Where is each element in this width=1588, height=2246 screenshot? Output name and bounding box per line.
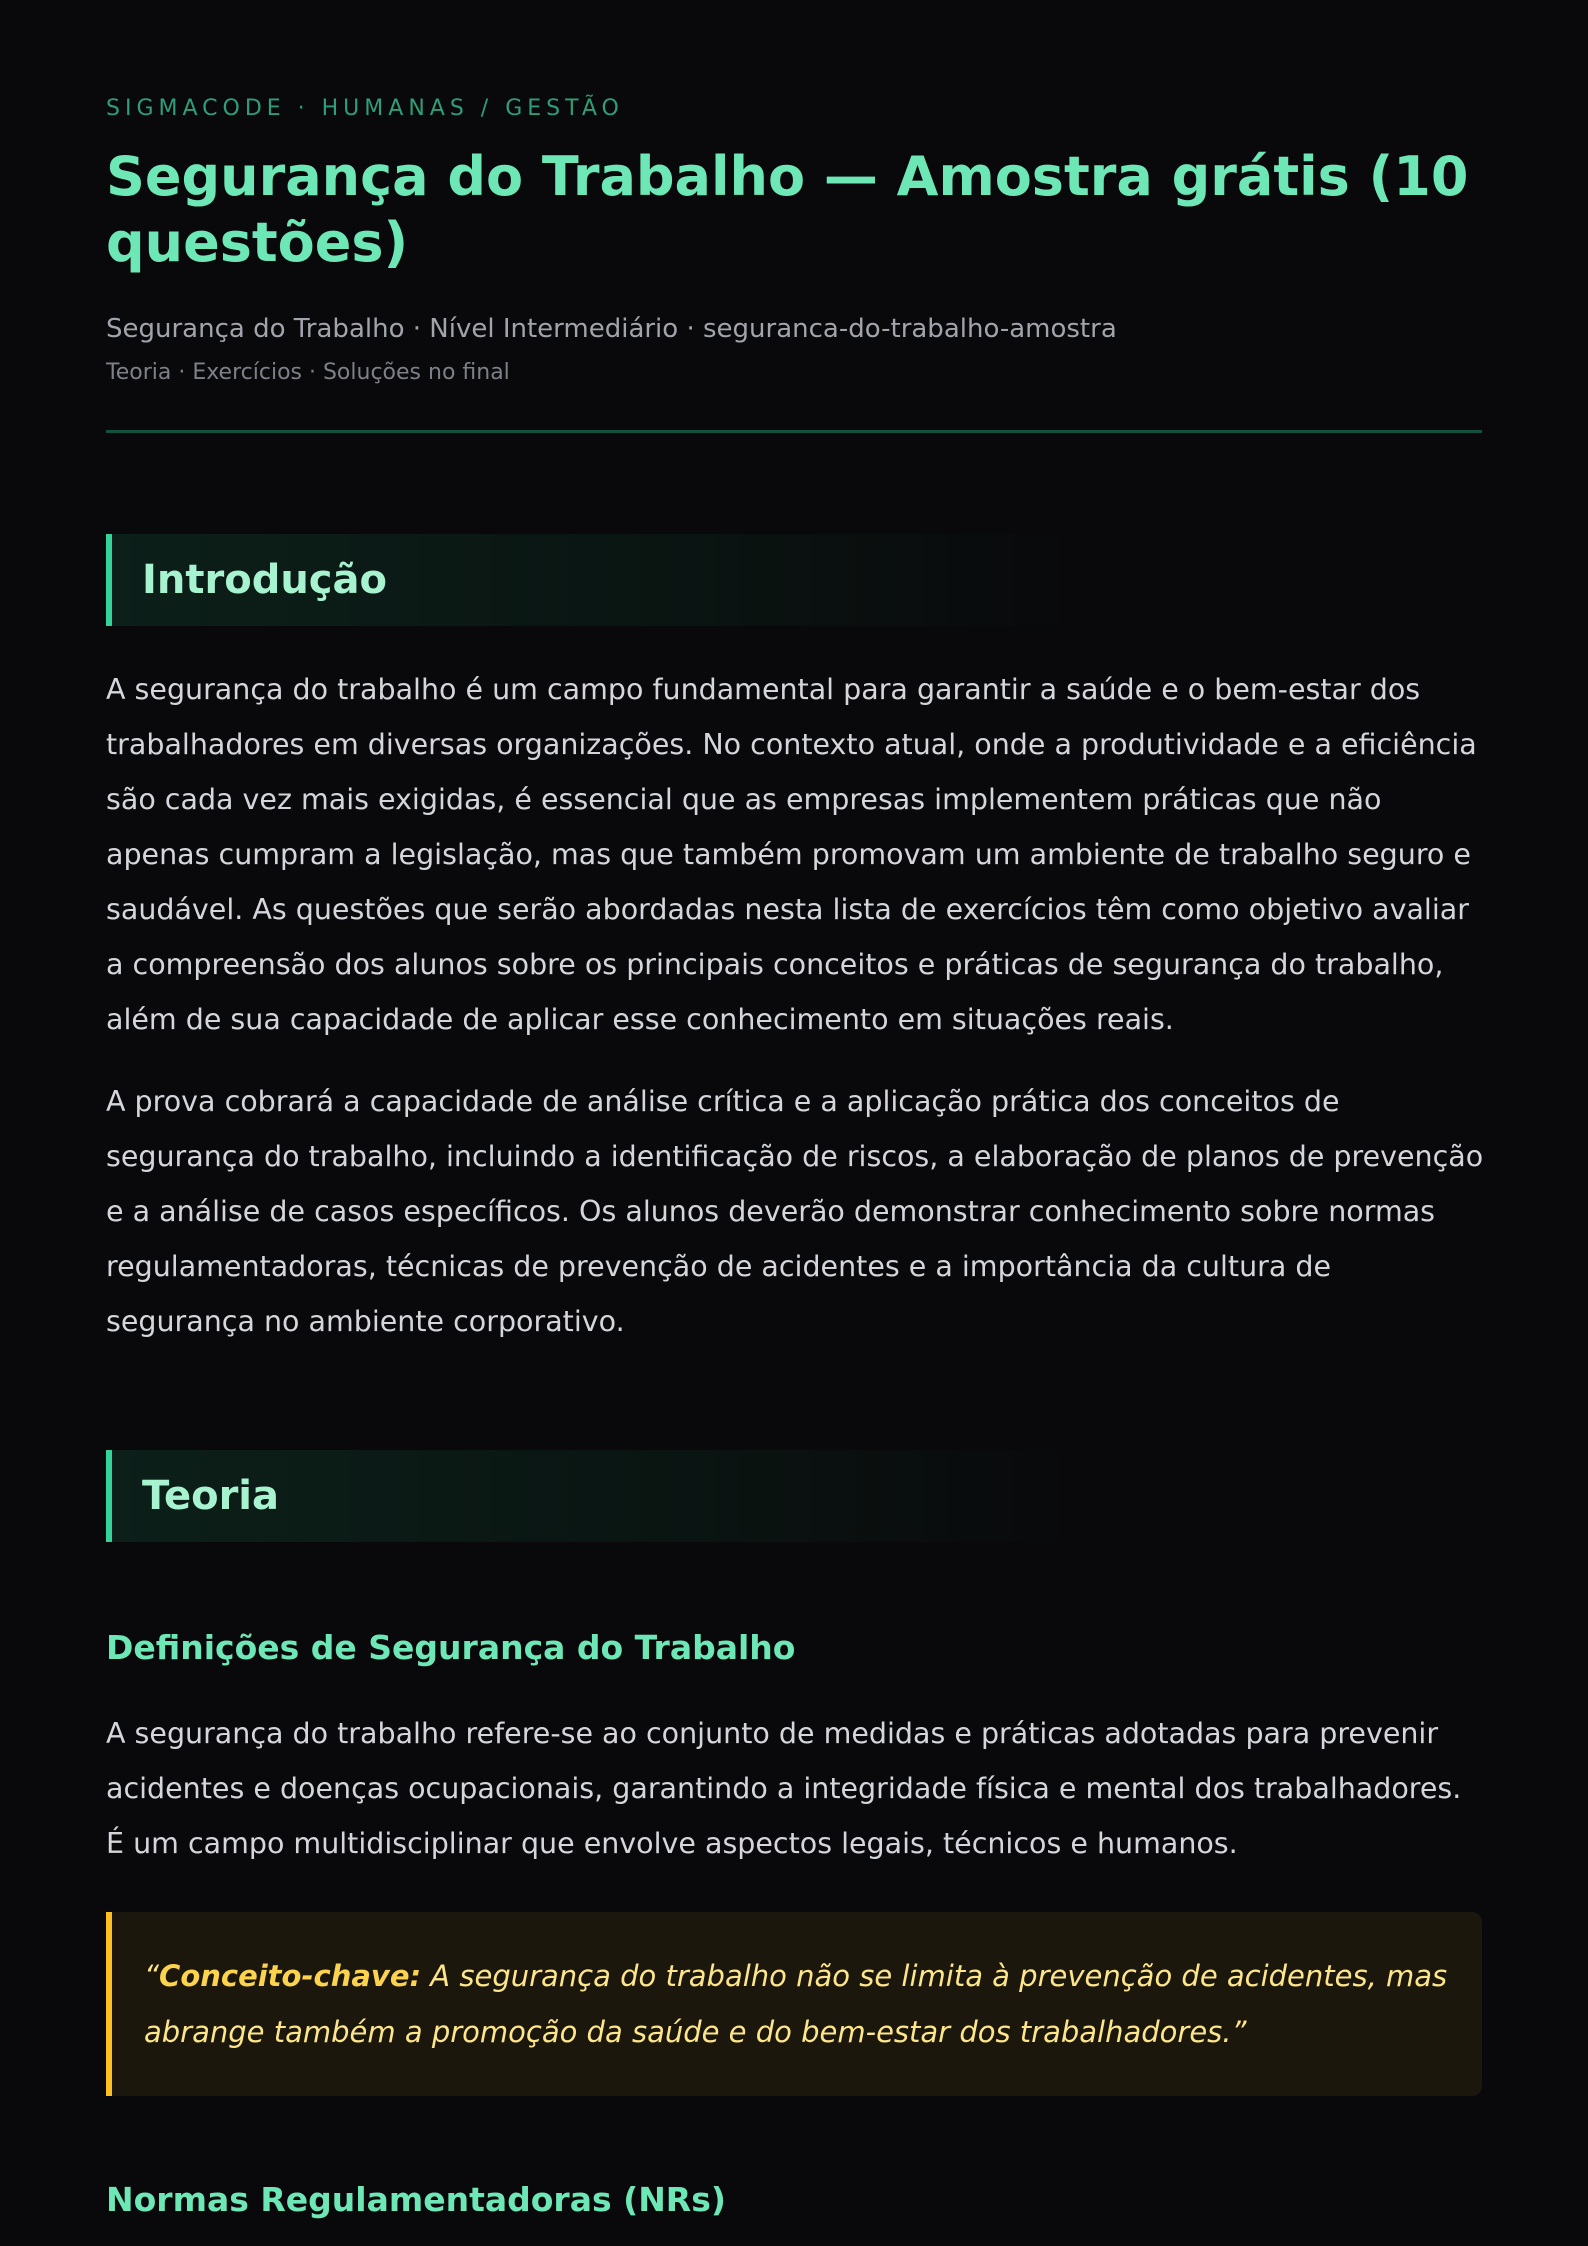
section-title-teoria: Teoria	[142, 1473, 280, 1519]
callout-close-quote: ”	[1231, 2015, 1247, 2049]
definitions-paragraph: A segurança do trabalho refere-se ao conjunto de medidas e práticas adotadas para prevenir acidentes e doenças ocupacionais, garantindo a integridade física e mental dos trabalhadores. É um campo multidisciplinar que envolve aspectos legais, técnicos e humanos.	[106, 1717, 1462, 1860]
header-divider	[106, 430, 1482, 433]
subsection-title-definicoes: Definições de Segurança do Trabalho	[106, 1628, 796, 1667]
page-title: Segurança do Trabalho — Amostra grátis (10 questões)	[106, 145, 1469, 274]
section-title-introducao: Introdução	[142, 557, 387, 603]
key-concept-callout	[106, 1912, 1482, 2096]
document-meta: Segurança do Trabalho · Nível Intermediário · seguranca-do-trabalho-amostra	[106, 314, 1117, 344]
section-header-teoria	[106, 1450, 1482, 1542]
subsection-title-normas: Normas Regulamentadoras (NRs)	[106, 2180, 726, 2219]
document-subtitle: Teoria · Exercícios · Soluções no final	[106, 360, 510, 385]
intro-paragraph-1: A segurança do trabalho é um campo fundamental para garantir a saúde e o bem-estar dos trabalhadores em diversas organizações. No contexto atual, onde a produtividade e a eficiência são cada vez mais exigidas, é essencial que as empresas implementem práticas que não apenas cumpram a legislação, mas que também promovam um ambiente de trabalho seguro e saudável. As questões que serão abordadas nesta lista de exercícios têm como objetivo avaliar a compreensão dos alunos sobre os principais conceitos e práticas de segurança do trabalho, além de sua capacidade de aplicar esse conhecimento em situações reais.	[106, 673, 1477, 1036]
callout-open-quote: “	[144, 1959, 160, 1993]
section-header-introducao	[106, 534, 1482, 626]
callout-label: Conceito-chave:	[159, 1959, 422, 1993]
breadcrumb: SIGMACODE · HUMANAS / GESTÃO	[106, 96, 624, 121]
intro-paragraph-2: A prova cobrará a capacidade de análise crítica e a aplicação prática dos conceitos de segurança do trabalho, incluindo a identificação de riscos, a elaboração de planos de prevenção e a análise de casos específicos. Os alunos deverão demonstrar conhecimento sobre normas regulamentadoras, técnicas de prevenção de acidentes e a importância da cultura de segurança no ambiente corporativo.	[106, 1085, 1484, 1338]
callout-text: A segurança do trabalho não se limita à prevenção de acidentes, mas abrange também a promoção da saúde e do bem-estar dos trabalhadores.	[144, 1959, 1448, 2049]
